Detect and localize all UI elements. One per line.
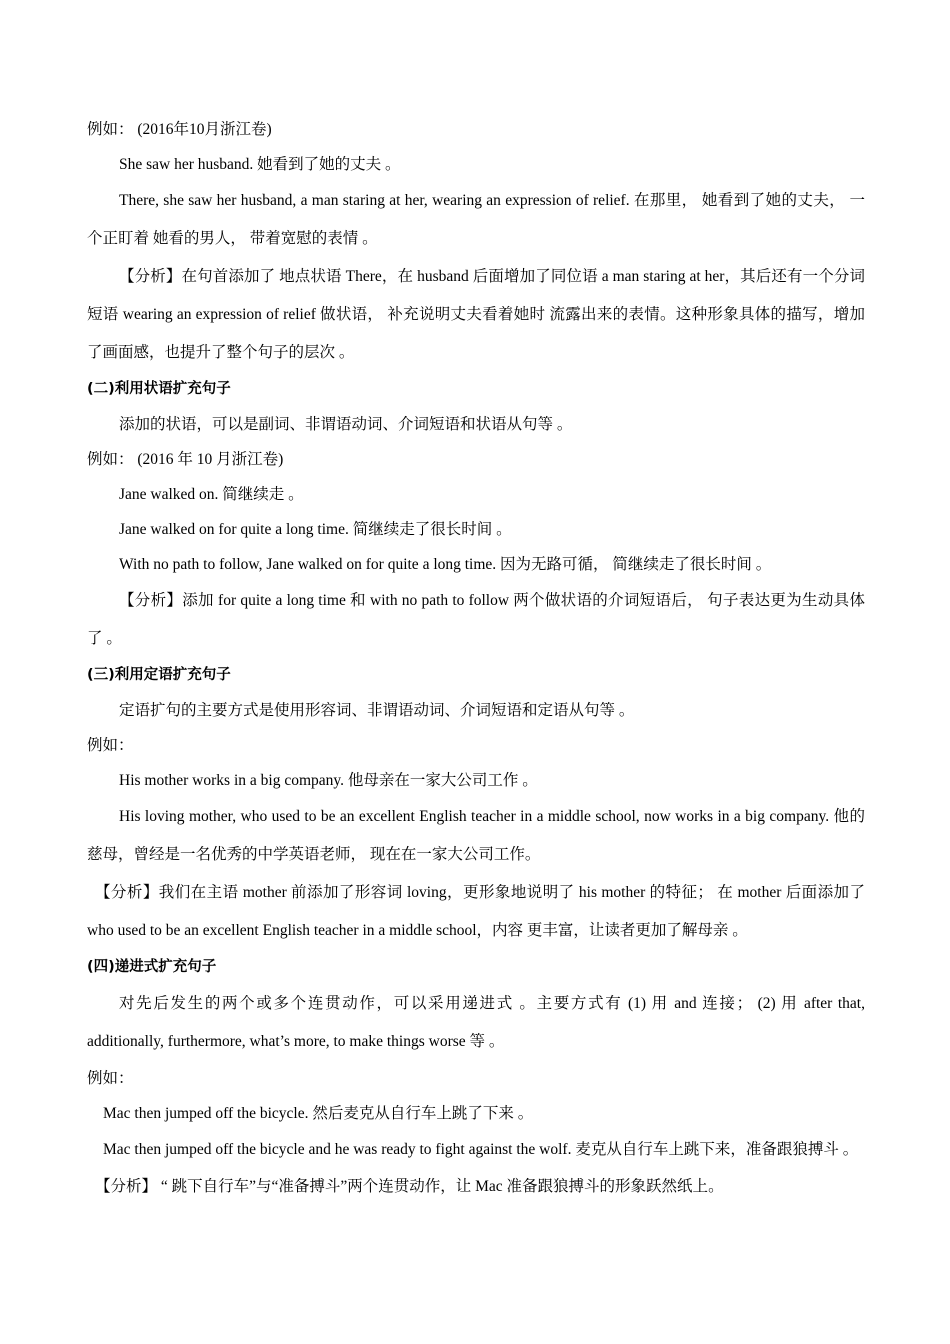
example-label: 例如： (2016 年 10 月浙江卷): [87, 451, 284, 468]
section-heading: (四)递进式扩充句子: [87, 959, 217, 975]
analysis-paragraph: 【分析】我们在主语 mother 前添加了形容词 loving，更形象地说明了 his mother 的特征； 在 mother 后面添加了 who used to be an excellent English teacher in a middle school，内容 更丰富，让读者更加了解母亲 。: [87, 884, 865, 939]
section-heading: (三)利用定语扩充句子: [87, 667, 231, 683]
section-intro: 定语扩句的主要方式是使用形容词、非谓语动词、介词短语和定语从句等 。: [119, 702, 635, 719]
example-label: 例如：: [87, 1070, 134, 1087]
example-sentence: Mac then jumped off the bicycle and he was ready to fight against the wolf. 麦克从自行车上跳下来，准备跟狼搏斗 。: [103, 1141, 859, 1158]
example-sentence: His mother works in a big company. 他母亲在一家大公司工作 。: [119, 772, 538, 789]
section-intro: 对先后发生的两个或多个连贯动作，可以采用递进式 。主要方式有 (1) 用 and 连接； (2) 用 after that, additionally, furthermore, what’s more, to make things worse 等 。: [87, 995, 865, 1050]
example-sentence: Mac then jumped off the bicycle. 然后麦克从自行车上跳了下来 。: [103, 1105, 534, 1122]
example-sentence: She saw her husband. 她看到了她的丈夫 。: [119, 156, 401, 173]
example-sentence: His loving mother, who used to be an excellent English teacher in a middle school, now works in a big company. 他的慈母，曾经是一名优秀的中学英语老师， 现在在一家大公司工作。: [87, 808, 865, 863]
section-heading: (二)利用状语扩充句子: [87, 381, 231, 397]
example-sentence: Jane walked on for quite a long time. 简继续走了很长时间 。: [119, 521, 512, 538]
analysis-paragraph: 【分析】 “ 跳下自行车”与“准备搏斗”两个连贯动作，让 Mac 准备跟狼搏斗的形象跃然纸上。: [95, 1178, 724, 1195]
example-sentence: With no path to follow, Jane walked on for quite a long time. 因为无路可循， 简继续走了很长时间 。: [119, 556, 772, 573]
document-page: [87, 112, 865, 1204]
example-sentence: There, she saw her husband, a man staring at her, wearing an expression of relief. 在那里， 她看到了她的丈夫， 一 个正盯着 她看的男人， 带着宽慰的表情 。: [87, 192, 865, 247]
example-label: 例如： (2016年10月浙江卷): [87, 121, 272, 138]
analysis-paragraph: 【分析】添加 for quite a long time 和 with no path to follow 两个做状语的介词短语后， 句子表达更为生动具体了 。: [87, 592, 865, 647]
example-label: 例如：: [87, 737, 134, 754]
example-sentence: Jane walked on. 简继续走 。: [119, 486, 304, 503]
section-intro: 添加的状语，可以是副词、非谓语动词、介词短语和状语从句等 。: [119, 416, 573, 433]
analysis-paragraph: 【分析】在句首添加了 地点状语 There，在 husband 后面增加了同位语 a man staring at her，其后还有一个分词短语 wearing an expression of relief 做状语， 补充说明丈夫看着她时 流露出来的表情。这种形象具体的描写，增加了画面感，也提升了整个句子的层次 。: [87, 268, 865, 361]
